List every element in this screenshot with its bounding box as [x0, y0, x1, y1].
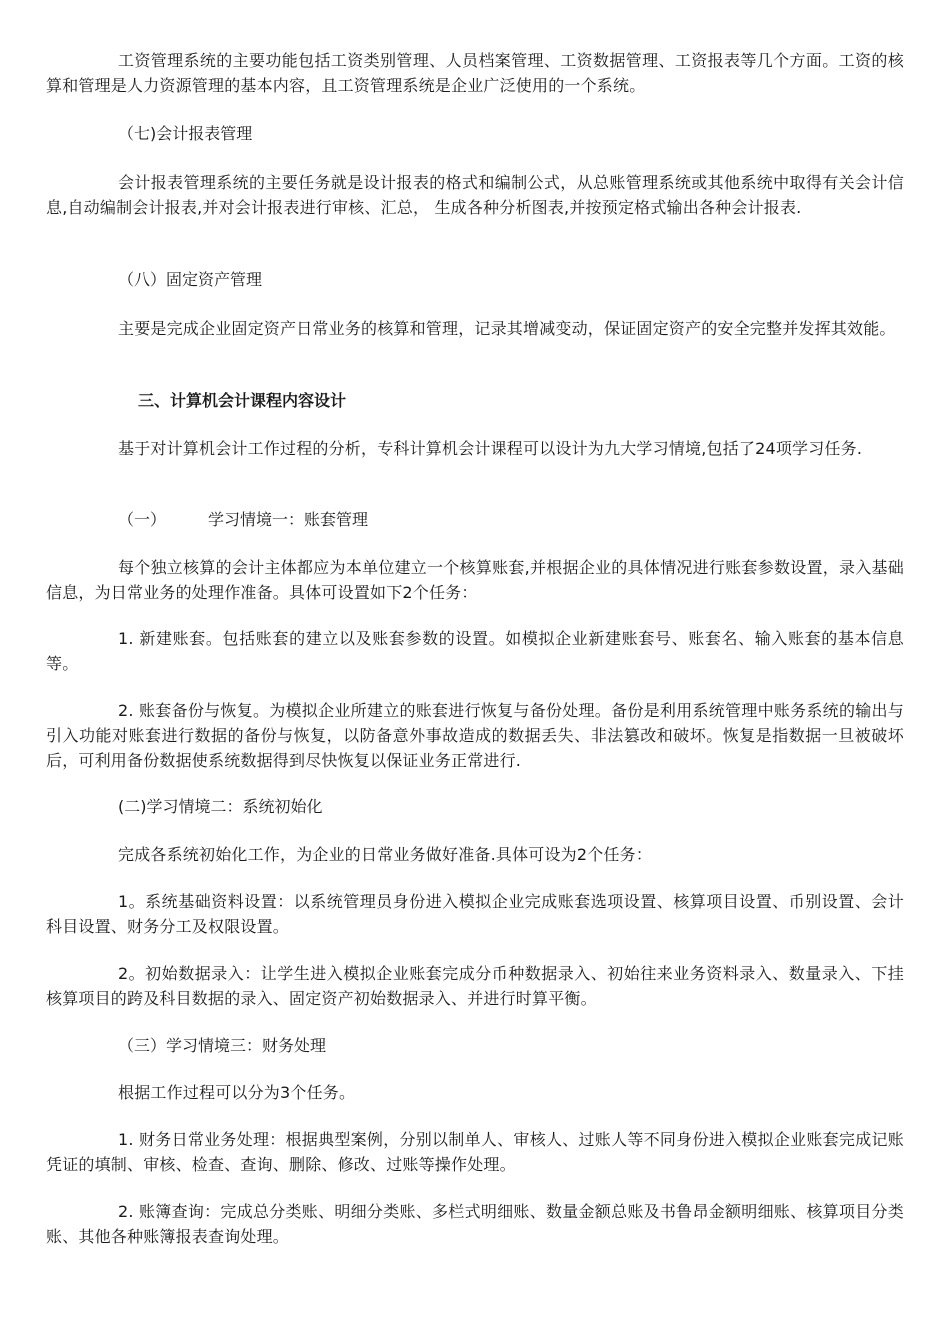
heading-situation-one-title: 学习情境一：账套管理: [208, 510, 369, 529]
heading-accounting-reports: （七)会计报表管理: [118, 124, 253, 143]
heading-fixed-assets: （八）固定资产管理: [118, 270, 263, 289]
paragraph-course-design-intro: 基于对计算机会计工作过程的分析，专科计算机会计课程可以设计为九大学习情境,包括了24项学习任务.: [118, 439, 863, 458]
paragraph-initial-data-entry: 2。初始数据录入：让学生进入模拟企业账套完成分币种数据录入、初始往来业务资料录入、数量录入、下挂核算项目的跨及科目数据的录入、固定资产初始数据录入、并进行时算平衡。: [46, 964, 904, 1008]
paragraph-ledger-query: 2. 账簿查询：完成总分类账、明细分类账、多栏式明细账、数量金额总账及书鲁昂金额明细账、核算项目分类账、其他各种账簿报表查询处理。: [46, 1202, 904, 1246]
section-title-course-design: 三、计算机会计课程内容设计: [138, 391, 347, 410]
paragraph-initialization-intro: 完成各系统初始化工作，为企业的日常业务做好准备.具体可设为2个任务：: [118, 845, 653, 864]
paragraph-fixed-assets: 主要是完成企业固定资产日常业务的核算和管理，记录其增减变动，保证固定资产的安全完整并发挥其效能。: [118, 319, 896, 338]
heading-situation-one-number: （一）: [118, 510, 167, 529]
paragraph-daily-processing: 1. 财务日常业务处理：根据典型案例，分别以制单人、审核人、过账人等不同身份进入模拟企业账套完成记账凭证的填制、审核、检查、查询、删除、修改、过账等操作处理。: [46, 1130, 904, 1174]
paragraph-tasks-intro: 根据工作过程可以分为3个任务。: [118, 1083, 356, 1102]
paragraph-backup-restore: 2. 账套备份与恢复。为模拟企业所建立的账套进行恢复与备份处理。备份是利用系统管理中账务系统的输出与引入功能对账套进行数据的备份与恢复，以防备意外事故造成的数据丢失、非法篡改和破坏。恢复是指数据一旦被破坏后，可利用备份数据使系统数据得到尽快恢复以保证业务正常进行.: [46, 701, 904, 770]
paragraph-report-system: 会计报表管理系统的主要任务就是设计报表的格式和编制公式，从总账管理系统或其他系统中取得有关会计信息,自动编制会计报表,并对会计报表进行审核、汇总， 生成各种分析图表,并按预定格式输出各种会计报表.: [46, 173, 904, 217]
paragraph-new-account-set: 1. 新建账套。包括账套的建立以及账套参数的设置。如模拟企业新建账套号、账套名、输入账套的基本信息等。: [46, 629, 904, 673]
paragraph-basic-settings: 1。系统基础资料设置：以系统管理员身份进入模拟企业完成账套选项设置、核算项目设置、币别设置、会计科目设置、财务分工及权限设置。: [46, 892, 904, 936]
heading-situation-three: （三）学习情境三：财务处理: [118, 1036, 327, 1055]
heading-situation-two: (二)学习情境二：系统初始化: [118, 797, 323, 816]
paragraph-account-set-intro: 每个独立核算的会计主体都应为本单位建立一个核算账套,并根据企业的具体情况进行账套参数设置，录入基础信息，为日常业务的处理作准备。具体可设置如下2个任务：: [46, 558, 904, 602]
heading-situation-one: [118, 507, 368, 532]
paragraph-salary-system: 工资管理系统的主要功能包括工资类别管理、人员档案管理、工资数据管理、工资报表等几个方面。工资的核算和管理是人力资源管理的基本内容，且工资管理系统是企业广泛使用的一个系统。: [46, 51, 904, 95]
